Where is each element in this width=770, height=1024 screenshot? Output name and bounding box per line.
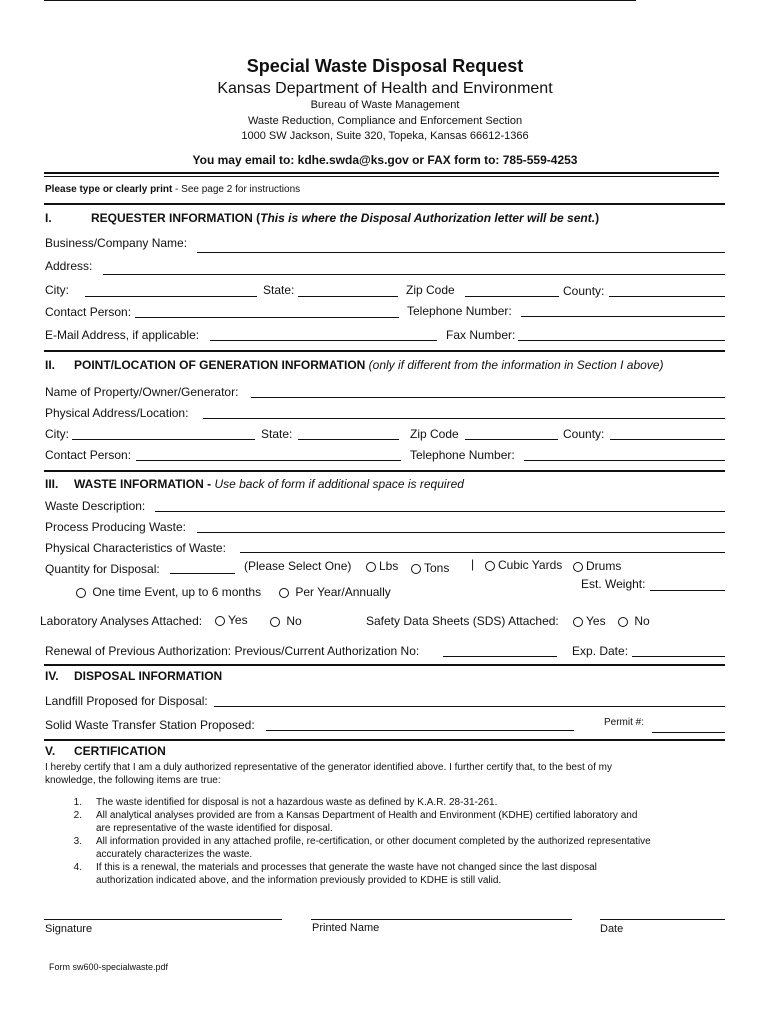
renewal-label: Renewal of Previous Authorization: Previous/Current Authorization No: [45, 644, 420, 658]
zip-label: Zip Code [406, 283, 455, 297]
section4-title: DISPOSAL INFORMATION [74, 669, 223, 683]
county-field[interactable] [609, 296, 725, 297]
telephone-label: Telephone Number: [407, 304, 512, 318]
tons-radio[interactable] [411, 564, 421, 574]
gen-state-label: State: [261, 427, 293, 441]
section2-title: POINT/LOCATION OF GENERATION INFORMATION (only if different from the information in Section I above) [74, 358, 664, 372]
property-name-field[interactable] [251, 397, 725, 398]
select-one-label: (Please Select One) [244, 559, 352, 573]
process-field[interactable] [197, 532, 725, 533]
printed-name-field[interactable] [311, 919, 572, 920]
physical-characteristics-field[interactable] [240, 552, 725, 553]
gen-zip-field[interactable] [465, 439, 558, 440]
agency-address: 1000 SW Jackson, Suite 320, Topeka, Kansas 66612-1366 [241, 130, 529, 142]
header-rule [44, 172, 719, 174]
transfer-station-field[interactable] [266, 730, 574, 731]
section3-title: WASTE INFORMATION - Use back of form if additional space is required [74, 477, 464, 491]
lbs-radio[interactable] [366, 562, 376, 572]
physical-address-field[interactable] [203, 418, 725, 419]
permit-field[interactable] [652, 732, 725, 733]
waste-description-field[interactable] [155, 511, 725, 512]
physical-characteristics-label: Physical Characteristics of Waste: [45, 541, 226, 555]
lab-analyses-label: Laboratory Analyses Attached: [40, 614, 203, 628]
section1-number: I. [45, 211, 52, 225]
lbs-option[interactable]: Lbs [364, 559, 398, 573]
page-title: Special Waste Disposal Request [246, 56, 524, 76]
gen-county-label: County: [563, 427, 605, 441]
tons-option[interactable]: Tons [409, 561, 449, 575]
est-weight-label: Est. Weight: [581, 577, 646, 591]
certification-intro: I hereby certify that I am a duly authorized representative of the generator identified above. I further certify that, to the best of my knowledge, the following items are true: [45, 762, 612, 786]
gen-county-field[interactable] [610, 439, 725, 440]
gen-telephone-field[interactable] [524, 460, 725, 461]
one-time-radio[interactable] [76, 588, 86, 598]
lab-yes-option[interactable]: Yes [213, 613, 248, 627]
certification-list [70, 796, 730, 887]
gen-city-field[interactable] [72, 439, 255, 440]
section3-number: III. [45, 477, 59, 491]
physical-address-label: Physical Address/Location: [45, 406, 189, 420]
city-label: City: [45, 283, 69, 297]
option-divider: | [471, 557, 475, 571]
landfill-field[interactable] [214, 706, 725, 707]
business-name-field[interactable] [197, 252, 725, 253]
gen-city-label: City: [45, 427, 69, 441]
sds-label: Safety Data Sheets (SDS) Attached: [366, 614, 559, 628]
date-field[interactable] [600, 919, 725, 920]
quantity-field[interactable] [170, 573, 235, 574]
section5-number: V. [45, 744, 56, 758]
email-label: E-Mail Address, if applicable: [45, 328, 200, 342]
state-field[interactable] [298, 296, 398, 297]
cubic-yards-radio[interactable] [485, 561, 495, 571]
section-name: Waste Reduction, Compliance and Enforcement Section [247, 115, 523, 127]
top-rule [44, 0, 636, 1]
list-item: 2. All analytical analyses provided are from a Kansas Department of Health and Environment (KDHE) certified laboratory and are representative of the waste identified for disposal. [73, 810, 638, 834]
form-id: Form sw600-specialwaste.pdf [49, 962, 169, 972]
section5-title: CERTIFICATION [74, 744, 166, 758]
sds-no-option[interactable]: No [616, 614, 650, 628]
permit-label: Permit #: [604, 717, 645, 728]
exp-date-field[interactable] [632, 656, 725, 657]
section1-rule [44, 203, 725, 205]
section4-rule [44, 664, 725, 666]
agency-name: Kansas Department of Health and Environment [217, 80, 553, 97]
address-field[interactable] [103, 274, 725, 275]
fax-field[interactable] [518, 340, 725, 341]
gen-contact-label: Contact Person: [45, 448, 132, 462]
contact-line: You may email to: kdhe.swda@ks.gov or FAX form to: 785-559-4253 [192, 153, 578, 167]
section4-number: IV. [45, 669, 59, 683]
est-weight-field[interactable] [650, 590, 725, 591]
per-year-radio[interactable] [279, 588, 289, 598]
address-label: Address: [45, 259, 93, 273]
instructions-line: Please type or clearly print - See page 2 for instructions [45, 184, 301, 195]
sds-yes-option[interactable]: Yes [571, 614, 606, 628]
email-field[interactable] [210, 340, 437, 341]
gen-state-field[interactable] [298, 439, 399, 440]
section1-title: REQUESTER INFORMATION (This is where the Disposal Authorization letter will be sent.) [91, 211, 600, 225]
one-time-option[interactable]: One time Event, up to 6 months [74, 585, 261, 599]
fax-label: Fax Number: [446, 328, 516, 342]
telephone-field[interactable] [521, 316, 725, 317]
county-label: County: [563, 284, 605, 298]
drums-radio[interactable] [573, 562, 583, 572]
section3-rule [44, 470, 725, 472]
cubic-yards-option[interactable]: Cubic Yards [483, 558, 562, 572]
signature-label: Signature [45, 923, 93, 935]
exp-date-label: Exp. Date: [572, 644, 629, 658]
zip-field[interactable] [465, 296, 559, 297]
contact-person-label: Contact Person: [45, 305, 132, 319]
per-year-option[interactable]: Per Year/Annually [277, 585, 391, 599]
gen-telephone-label: Telephone Number: [410, 448, 515, 462]
waste-description-label: Waste Description: [45, 499, 146, 513]
gen-zip-label: Zip Code [410, 427, 459, 441]
landfill-label: Landfill Proposed for Disposal: [45, 694, 208, 708]
sds-no-radio[interactable] [618, 617, 628, 627]
signature-field[interactable] [44, 919, 282, 920]
section5-rule [44, 739, 725, 741]
gen-contact-field[interactable] [136, 460, 401, 461]
transfer-station-label: Solid Waste Transfer Station Proposed: [45, 718, 255, 732]
sds-yes-radio[interactable] [573, 617, 583, 627]
lab-no-option[interactable]: No [268, 614, 302, 628]
header-rule-thin [44, 176, 719, 177]
list-item: 4. If this is a renewal, the materials and processes that generate the waste have not changed since the last disposal authorization indicated above, and the information previously provided to KDHE is still valid. [73, 862, 597, 886]
business-name-label: Business/Company Name: [45, 236, 188, 250]
lab-yes-radio[interactable] [215, 616, 225, 626]
section2-rule [44, 350, 725, 352]
authorization-number-field[interactable] [443, 656, 557, 657]
contact-person-field[interactable] [135, 317, 399, 318]
state-label: State: [263, 283, 295, 297]
bureau-name: Bureau of Waste Management [310, 99, 460, 111]
drums-option[interactable]: Drums [571, 559, 621, 573]
city-field[interactable] [85, 296, 257, 297]
quantity-label: Quantity for Disposal: [45, 562, 160, 576]
printed-name-label: Printed Name [312, 922, 380, 934]
list-item: 1. The waste identified for disposal is not a hazardous waste as defined by K.A.R. 28-31-261. [73, 797, 498, 808]
list-item: 3. All information provided in any attached profile, re-certification, or other document completed by the authorized representative accurately characterizes the waste. [73, 836, 651, 860]
process-label: Process Producing Waste: [45, 520, 186, 534]
date-label: Date [600, 923, 624, 935]
section2-number: II. [45, 358, 56, 372]
property-name-label: Name of Property/Owner/Generator: [45, 385, 239, 399]
lab-no-radio[interactable] [270, 617, 280, 627]
